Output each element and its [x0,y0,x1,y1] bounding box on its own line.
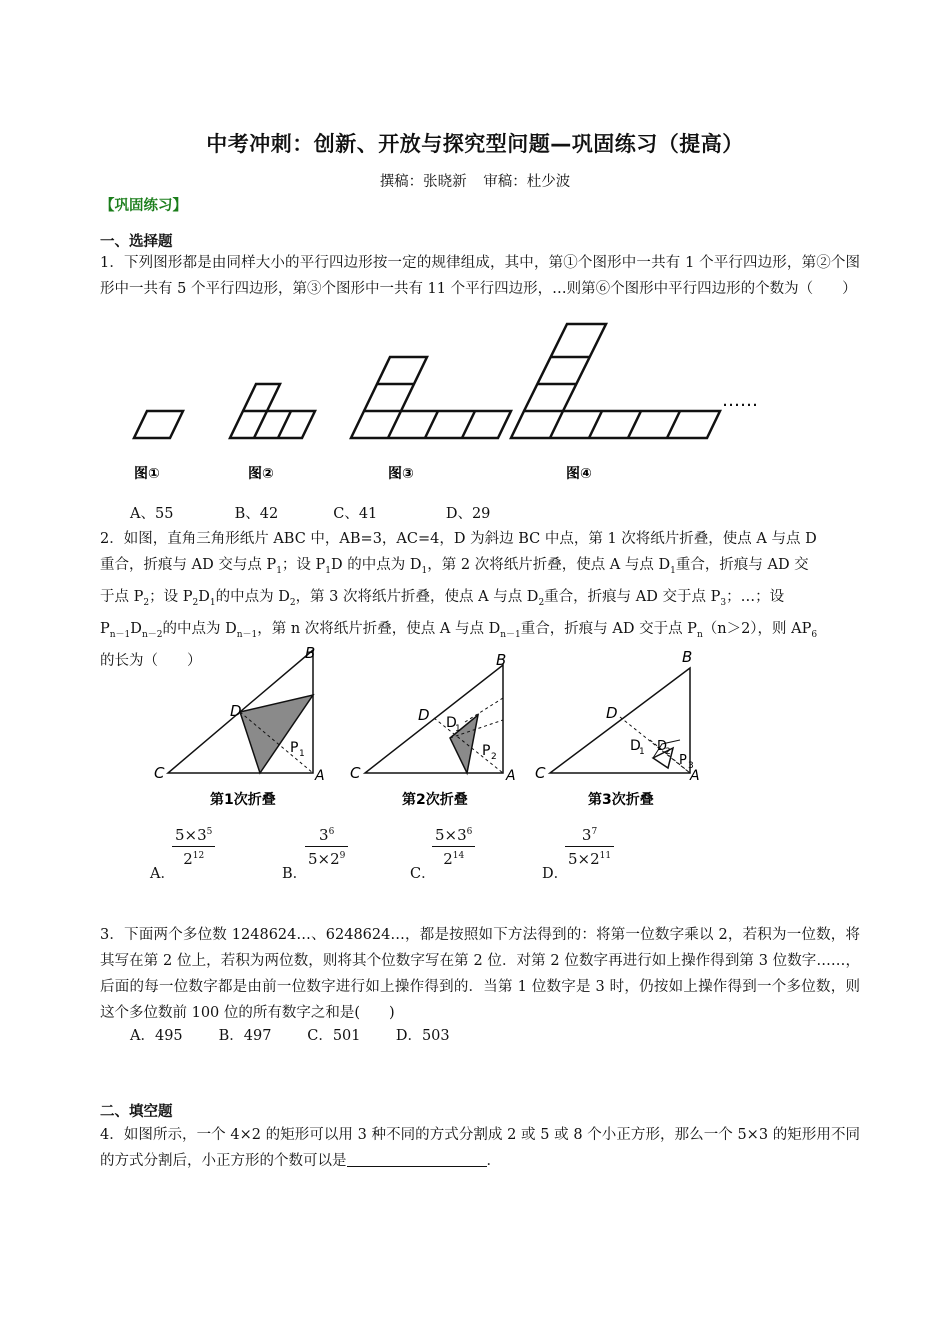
svg-text:C: C [154,764,165,782]
q3-option-d[interactable]: D．503 [395,1028,450,1044]
svg-text:C: C [350,764,361,782]
section-heading-fill: 二、填空题 [100,1104,173,1120]
question-3-options [130,1024,450,1045]
fig3-parallelograms [351,357,511,438]
svg-text:D: D [630,738,641,754]
svg-text:3: 3 [688,761,694,771]
fig-label-4: 图④ [566,466,592,482]
fold-figure-1 [154,644,325,808]
authors [0,170,950,191]
writer: 撰稿：张晓新 [379,174,467,190]
q3-option-b[interactable]: B．497 [218,1028,272,1044]
question-3-text: 3．下面两个多位数 1248624…、6248624…，都是按照如下方法得到的：将第一位数字乘以 2，若积为一位数，将其写在第 2 位上，若积为两位数，则将其个位数字写在第 2 位．对第 2 位数字再进行如上操作得到第 3 位数字……，后面的每一位数字都是由前一位数字进行如上操作得到的．当第 1 位数字是 3 时，仍按如上操作得到一个多位数，则这个多位数前 100 位的所有数字之和是( ) [100,927,860,1021]
question-4-text: 4．如图所示，一个 4×2 的矩形可以用 3 种不同的方式分割成 2 或 5 或 8 个小正方形，那么一个 5×3 的矩形用不同的方式分割后，小正方形的个数可以是 ． [100,1127,860,1169]
svg-text:A: A [315,768,325,784]
section-heading-choice: 一、选择题 [100,234,173,250]
svg-text:D: D [230,702,242,720]
svg-text:B: B [305,644,316,662]
parallelogram-figures [0,320,950,490]
svg-text:2: 2 [491,752,497,762]
figures-ellipsis: …… [722,390,758,411]
fold-figure-2 [350,651,516,808]
q1-option-a[interactable]: A、55 [130,506,174,522]
svg-text:B: B [682,648,693,666]
fig4-parallelograms [511,324,720,438]
svg-text:2: 2 [665,747,671,757]
page-title: 中考冲刺：创新、开放与探究型问题—巩固练习（提高） [206,132,744,156]
fig-caption-1: 第1次折叠 [210,792,276,808]
question-1-text: 1．下列图形都是由同样大小的平行四边形按一定的规律组成，其中，第①个图形中一共有 1 个平行四边形，第②个图形中一共有 5 个平行四边形，第③个图形中一共有 11 个平行四边形，…则第⑥个图形中平行四边形的个数为（ ） [100,255,860,297]
svg-text:D: D [657,739,668,754]
q1-option-c[interactable]: C、41 [333,506,378,522]
q2-option-a[interactable]: $\frac{5\times 3^5}{2^{12}}$ [172,826,215,868]
q1-option-b[interactable]: B、42 [234,506,279,522]
q2-line-3: 于点 $P_2$；设 $P_2D_1$的中点为 $D_2$，第 3 次将纸片折叠，使点 A 与点 $D_2$重合，折痕与 AD 交于点 $P_3$；…；设 [100,588,785,608]
q3-option-a[interactable]: A．495 [130,1028,183,1044]
fig-label-3: 图③ [388,466,414,482]
q2-option-b[interactable]: $\frac{3^6}{5\times 2^9}$ [305,826,348,868]
reviewer: 审稿：杜少波 [483,174,571,190]
fig-caption-2: 第2次折叠 [402,792,468,808]
svg-text:P: P [290,740,299,756]
q2-option-c[interactable]: $\frac{5\times 3^6}{2^{14}}$ [432,826,475,868]
q2-line-2: 重合，折痕与 AD 交与点 $P_1$；设 $P_1D$ 的中点为 $D_1$，第 2 次将纸片折叠，使点 A 与点 $D_1$重合，折痕与 AD 交 [100,557,809,576]
svg-text:B: B [496,651,507,669]
fold-figure-3 [535,648,700,808]
fig-label-1: 图① [134,466,160,482]
q2-line-1: 2．如图，直角三角形纸片 ABC 中，AB=3，AC=4，D 为斜边 BC 中点，第 1 次将纸片折叠，使点 A 与点 D [100,531,817,547]
q2-option-c-letter: C． [410,866,436,882]
svg-text:D: D [606,704,618,722]
svg-text:1: 1 [639,747,645,757]
question-1-options [130,502,490,523]
fig-caption-3: 第3次折叠 [588,792,654,808]
svg-text:A: A [690,768,700,784]
svg-text:A: A [506,768,516,784]
q3-option-c[interactable]: C．501 [307,1028,361,1044]
fig2-parallelograms [230,384,315,438]
folding-figures [0,640,950,815]
svg-text:P: P [482,743,491,759]
q2-line-5: 的长为（ ） [100,652,202,669]
q2-option-d-letter: D． [542,866,569,882]
svg-text:1: 1 [299,749,305,759]
svg-text:D: D [446,715,457,731]
q1-option-d[interactable]: D、29 [445,506,491,522]
svg-text:P: P [679,753,687,768]
answer-blank[interactable] [347,1152,487,1167]
svg-text:1: 1 [455,724,461,734]
svg-text:C: C [535,764,546,782]
q2-option-d[interactable]: $\frac{3^7}{5\times 2^{11}}$ [565,826,614,868]
svg-text:D: D [418,706,430,724]
q2-line-4: $P_{n-1}D_{n-2}$的中点为 $D_{n-1}$，第 n 次将纸片折叠，使点 A 与点 $D_{n-1}$重合，折痕与 AD 交于点 $P_n(n>2)$，则 $AP_6$ [100,620,818,640]
fig1-parallelogram [134,411,183,438]
q2-option-a-letter: A． [150,866,175,882]
fig-label-2: 图② [248,466,274,482]
q2-option-b-letter: B． [282,866,308,882]
section-tag: 【巩固练习】 [100,198,187,214]
